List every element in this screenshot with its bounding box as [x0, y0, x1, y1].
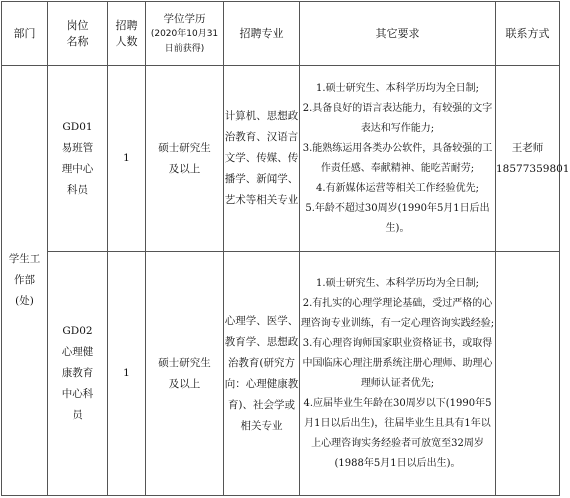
requirement-item: 3.有心理咨询师国家职业资格证书，或取得中国临床心理注册系统注册心理师、助理心理师认证者优先;	[302, 337, 493, 389]
education-cell: 硕士研究生 及以上	[146, 252, 224, 496]
header-count: 招聘 人数	[108, 2, 146, 66]
contact-cell: 王老师 18577359801	[496, 66, 560, 252]
requirement-item: 4.有新媒体运营等相关工作经验优先;	[316, 182, 479, 194]
header-row	[2, 2, 560, 66]
header-contact: 联系方式	[496, 2, 560, 66]
requirement-item: 3.能熟练运用各类办公软件，具备较强的工作责任感、奉献精神、能吃苦耐劳;	[302, 142, 493, 174]
requirement-item: 2.具备良好的语言表达能力，有较强的文字表达和写作能力;	[302, 102, 493, 134]
table-row	[2, 252, 560, 496]
position-name: GD02 心理健 康教育 中心科 员	[61, 325, 94, 421]
header-dept: 部门	[2, 2, 48, 66]
position-cell	[48, 66, 108, 252]
requirements-cell	[300, 66, 496, 252]
position-name: GD01 易班管 理中心 科员	[61, 120, 94, 196]
header-position: 岗位 名称	[48, 2, 108, 66]
table-row	[2, 66, 560, 252]
count-cell: 1	[108, 66, 146, 252]
requirement-item: 1.硕士研究生、本科学历均为全日制;	[316, 277, 479, 289]
position-cell	[48, 252, 108, 496]
requirements-cell	[300, 252, 496, 496]
header-major: 招聘专业	[224, 2, 300, 66]
department-cell: 学生工 作部 (处)	[2, 66, 48, 496]
header-education	[146, 2, 224, 66]
education-cell: 硕士研究生 及以上	[146, 66, 224, 252]
requirement-item: 5.年龄不超过30周岁(1990年5月1日后出生)。	[305, 202, 490, 234]
header-education-title: 学位学历	[163, 12, 206, 25]
contact-cell	[496, 252, 560, 496]
major-cell: 计算机、思想政治教育、汉语言文学、传媒、传播学、新闻学、艺术等相关专业	[224, 66, 300, 252]
requirement-item: 1.硕士研究生、本科学历均为全日制;	[316, 82, 479, 94]
header-requirements: 其它要求	[300, 2, 496, 66]
requirement-item: 4.应届毕业生年龄在30周岁以下(1990年5月1日以后出生)，往届毕业生且具有1年以上心理咨询实务经验者可放宽至32周岁 (1988年5月1日以后出生)。	[303, 397, 492, 469]
count-cell: 1	[108, 252, 146, 496]
header-education-date: (2020年10月31	[150, 28, 219, 39]
header-education-note: 日前获得)	[164, 43, 205, 54]
requirement-item: 2.有扎实的心理学理论基础，受过严格的心理咨询专业训练，有一定心理咨询实践经验;	[300, 297, 495, 329]
major-cell: 心理学、医学、教育学、思想政治教育(研究方向：心理健康教育)、社会学或相关专业	[224, 252, 300, 496]
recruitment-table	[1, 1, 570, 496]
